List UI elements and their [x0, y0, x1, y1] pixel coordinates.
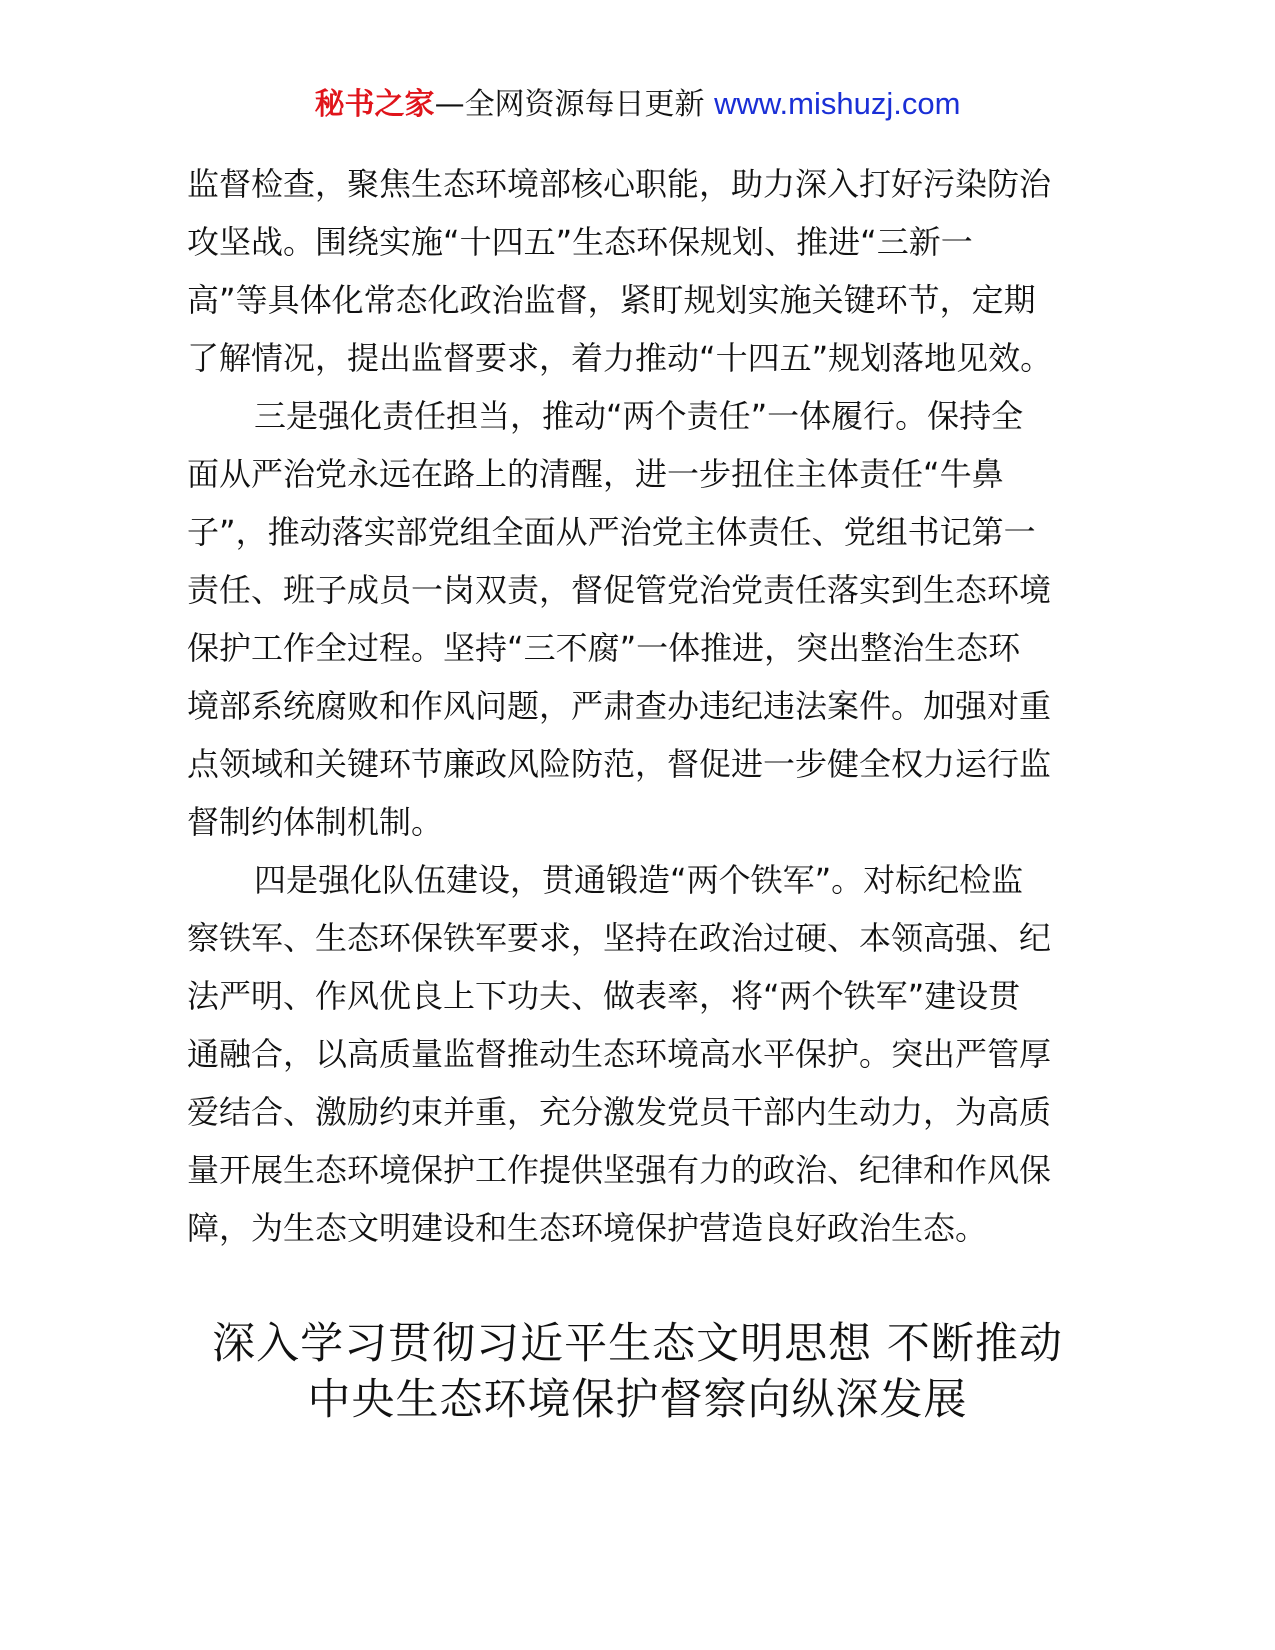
- title-line-2: 中央生态环境保护督察向纵深发展: [307, 1375, 968, 1425]
- body-line: 监督检查，聚焦生态环境部核心职能，助力深入打好污染防治: [187, 165, 1052, 203]
- body-line: 点领域和关键环节廉政风险防范，督促进一步健全权力运行监: [187, 745, 1052, 783]
- body-line: 保护工作全过程。坚持“三不腐”一体推进，突出整治生态环: [187, 629, 1021, 667]
- brand-name: 秘书之家: [314, 87, 435, 122]
- body-line: 督制约体制机制。: [187, 803, 444, 841]
- body-line: 通融合，以高质量监督推动生态环境高水平保护。突出严管厚: [187, 1035, 1052, 1073]
- paragraph-start-line: 三是强化责任担当，推动“两个责任”一体履行。保持全: [254, 397, 1024, 435]
- paragraph-start-line: 四是强化队伍建设，贯通锻造“两个铁军”。对标纪检监: [254, 861, 1024, 899]
- website-link[interactable]: www.mishuzj.com: [714, 86, 961, 121]
- body-line: 了解情况，提出监督要求，着力推动“十四五”规划落地见效。: [187, 339, 1053, 377]
- body-line: 法严明、作风优良上下功夫、做表率，将“两个铁军”建设贯: [187, 977, 1021, 1015]
- body-line: 障，为生态文明建设和生态环境保护营造良好政治生态。: [187, 1209, 988, 1247]
- body-line: 面从严治党永远在路上的清醒，进一步扭住主体责任“牛鼻: [187, 455, 1004, 493]
- body-line: 量开展生态环境保护工作提供坚强有力的政治、纪律和作风保: [187, 1151, 1052, 1189]
- title-line-1: 深入学习贯彻习近平生态文明思想 不断推动: [212, 1319, 1063, 1369]
- body-line: 高”等具体化常态化政治监督，紧盯规划实施关键环节，定期: [187, 281, 1036, 319]
- body-line: 察铁军、生态环保铁军要求，坚持在政治过硬、本领高强、纪: [187, 919, 1052, 957]
- body-line: 攻坚战。围绕实施“十四五”生态环保规划、推进“三新一: [187, 223, 973, 261]
- article-title: [0, 1316, 1275, 1428]
- article-body: [187, 155, 1087, 1257]
- body-line: 责任、班子成员一岗双责，督促管党治党责任落实到生态环境: [187, 571, 1052, 609]
- body-line: 子”，推动落实部党组全面从严治党主体责任、党组书记第一: [187, 513, 1036, 551]
- body-line: 境部系统腐败和作风问题，严肃查办违纪违法案件。加强对重: [187, 687, 1052, 725]
- body-line: 爱结合、激励约束并重，充分激发党员干部内生动力，为高质: [187, 1093, 1052, 1131]
- header-tagline: —全网资源每日更新: [434, 87, 715, 122]
- page-header: [0, 84, 1275, 125]
